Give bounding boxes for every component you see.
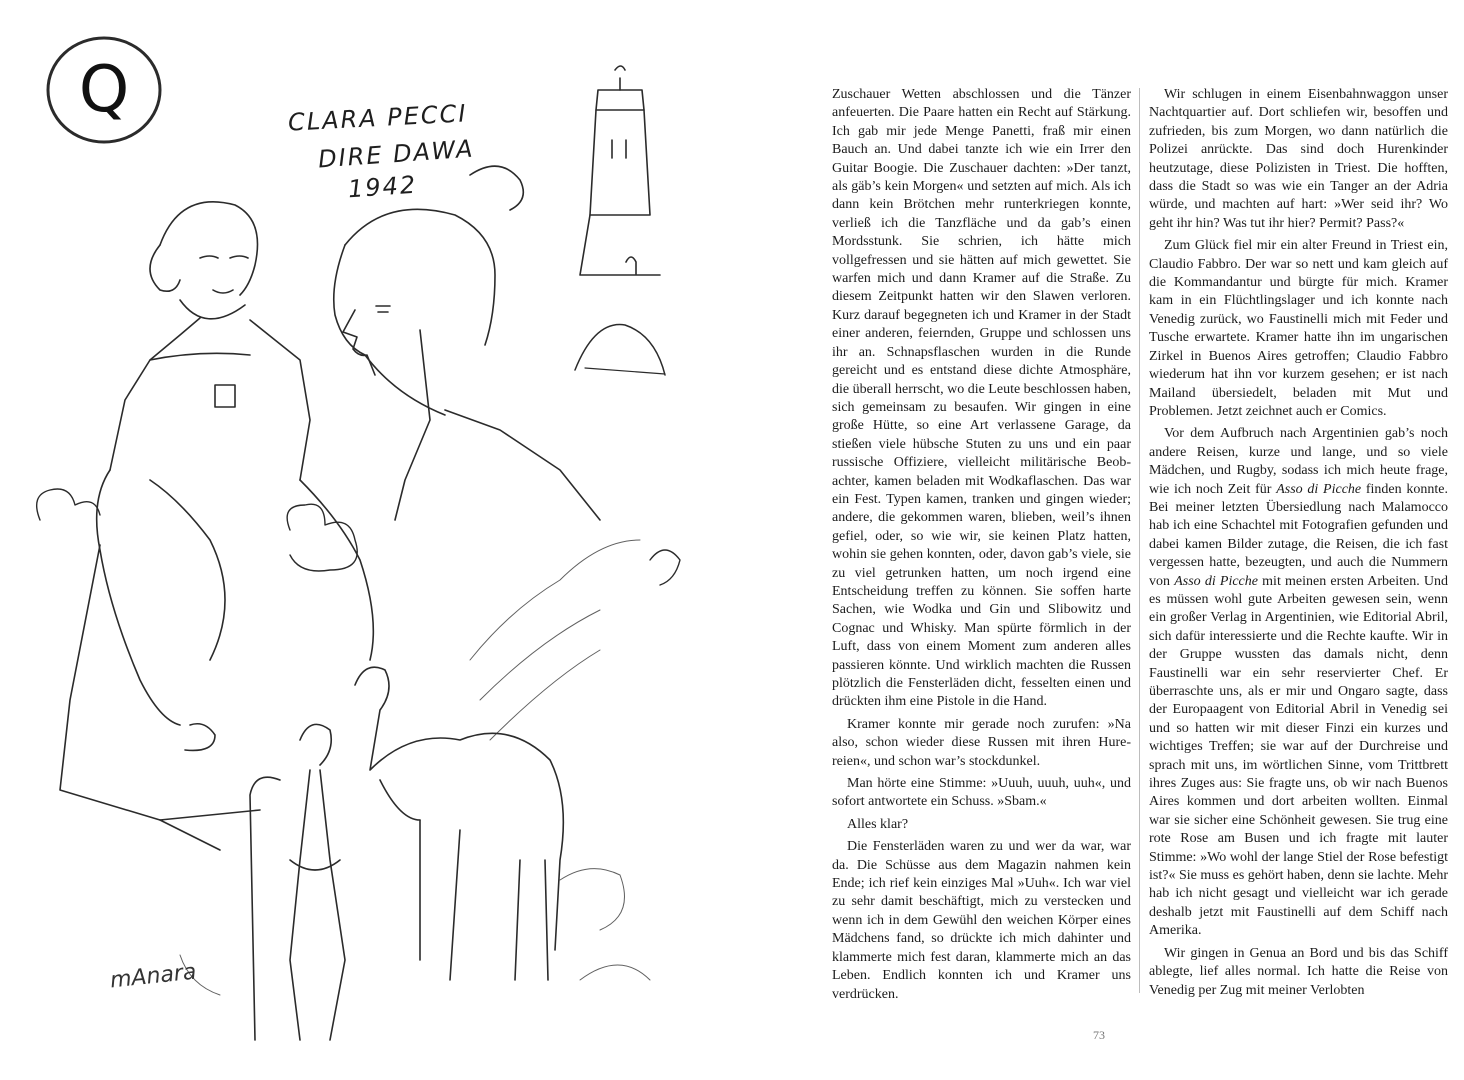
column-divider	[1139, 88, 1140, 993]
page-number: 73	[1093, 1028, 1105, 1042]
paragraph: Zuschauer Wetten abschlossen und die Tänzer anfeuerten. Die Paare hatten ein Recht auf Stärkung. Ich gab mir jede Menge Panetti, fraß mir einen Bauch an. Und dabei tanzte ich wie ein Irrer den Guitar Boogie. Die Zuschauer dachten: »Der tanzt, als gäb’s kein Morgen« und setzten auf mich. Als ich dann kein Brötchen mehr runterkriegen konnte, verließ ich die Tanzfläche und da gab’s einen Mordsstunk. Sie schrien, ich hätte mich vollgefressen und sie hätten auf mich gewettet. Sie warfen mich und dann Kramer auf die Straße. Zu diesem Zeitpunkt hatten wir den Slawen verloren. Kurz darauf begegneten ich und Kramer in der Stadt einer anderen, feiernden, Gruppe und schlossen uns ihr an. Schnapsflaschen wurden in die Runde gereicht und es entstand diese dichte Atmosphäre, die überall herrscht, wo die Leute beschlossen haben, sich gemeinsam zu besaufen. Wir gingen in eine große Hütte, so eine Art verlassene Garage, da stießen viele hübsche Stuten zu uns und ein paar russische Offiziere, vielleicht militärische Beobachter, kamen beladen mit Wodkaflaschen. Das war ein Fest. Typen kamen, tranken und gingen wieder; andere, die gekommen waren, blieben, weil’s ihnen gefiel, oder, so wie wir, sie keinen Platz hatten, wohin sie gehen konnten, oder, davon gab’s viele, sie zu viel getrunken hatten, um noch irgend eine Entscheidung treffen zu können. Sie soffen harte Sachen, wie Wodka und Gin und Slibowitz und Cognac und Whisky. Man spürte förmlich in der Luft, dass von einem Moment zum anderen alles passieren könnte. Und wirklich machten die Russen plötzlich die Fensterläden dicht, fesselten einen und drückten ihm eine Pistole in die Hand.	[832, 87, 1131, 710]
paragraph: Kramer konnte mir gerade noch zurufen: »Na also, schon wieder diese Russen mit ihren Hurereien«, und schon war’s stockdunkel.	[832, 716, 1131, 769]
seated-girl-sketch	[60, 202, 373, 850]
text-column-right	[1149, 86, 1448, 1004]
artist-signature: mAnara	[108, 959, 198, 994]
paragraph: Man hörte eine Stimme: »Uuuh, uuuh, uuh«, und sofort antwortete ein Schuss. »Sbam.«	[832, 776, 1131, 810]
paragraph: Wir schlugen in einem Eisenbahnwaggon unser Nachtquartier auf. Dort schliefen wir, besoffen und zufrieden, bis zum Morgen, wo dann natürlich die Polizei anrückte. Das sind doch Hurenkinder heutzutage, diese Polizisten in Triest. Die hofften, dass die Stadt so was wie ein Tanger an der Adria würde, und machten auf hart: »Wer seid ihr? Wo geht ihr hin? Was tut ihr hier? Permit? Pass?«	[1149, 87, 1448, 231]
text-column-left	[832, 86, 1131, 1008]
camel-and-herdsman-sketch	[250, 667, 563, 1040]
paragraph: Alles klar?	[847, 816, 909, 832]
sketch-caption-year: 1942	[347, 170, 418, 204]
text-run: finden konnte. Bei meiner letzten Übersiedlung nach Malamocco hab ich eine Schachtel mit Fotografien gefunden und dabei kamen Bilder zutage, die Reisen, die ich fast vergessen hatte, bezeugten, und auch die Nummern von	[1149, 481, 1449, 589]
text-run: Vor dem Aufbruch nach Argentinien gab’s noch andere Reisen, kurze und lange, und so viele Mädchen, und Rugby, sodass ich mich heute frage, wie ich noch Zeit für	[1149, 426, 1448, 497]
book-title: Asso di Picche	[1276, 481, 1362, 497]
text-run: mit meinen ersten Arbeiten. Und es müssen wohl gute Arbeiten gewesen sein, wenn ein großer Verlag in Argentinien, wie Editorial Abril, sich dafür interessierte und die Rechte kaufte. Wir in der Gruppe wussten das damals nicht, denn Faustinelli war ein sehr reservierter Chef. Er überraschte uns, als er mir und Ongaro sagte, dass der Europaagent von Editorial Abril in Venedig sei und so hatten wir mit dieser Finzi ein kurzes und wichtiges Treffen; sie war auf der Durchreise und sprach mit uns, im wörtlichen Sinne, vom Trittbrett ihres Zuges aus: Sie fragte uns, ob wir nach Buenos Aires kommen und dort arbeiten wollten. Einmal war sie sicher eine Schönheit gewesen. Sie trug eine rote Rose am Busen und ich fragte mit lauter Stimme: »Wo wohl der lange Stiel der Rose befestigt ist?« Sie muss es gehört haben, denn sie lachte. Mehr hab ich nicht gesagt und vielleicht war ich gerade deshalb jetzt mit Faustinelli auf dem Schiff nach Amerika.	[1149, 573, 1449, 939]
paragraph	[1149, 425, 1448, 940]
sketch-letter: Q	[78, 53, 130, 127]
sketch-caption-name: CLARA PECCI	[287, 99, 469, 137]
cactus-sketch	[37, 489, 680, 585]
book-title: Asso di Picche	[1174, 573, 1258, 589]
profile-girl-sketch	[334, 166, 600, 520]
paragraph: Zum Glück fiel mir ein alter Freund in Triest ein, Claudio Fabbro. Der war so nett und kam gleich auf die Kommandantur und bürgte für mich. Kramer kam in ein Flüchtlingslager und ich konnte nach Venedig zurück, wo Faustinelli mich mit Feder und Tusche erwartete. Kramer hatte ihn im ungarischen Zirkel in Buenos Aires getroffen; Claudio Fabbro wiederum hat ihn vor kurzem gesehen; er ist nach Mailand übersiedelt, beladen mit Mut und Problemen. Jetzt zeichnet auch er Comics.	[1149, 238, 1448, 419]
tower-sketch	[580, 66, 660, 275]
paragraph: Die Fensterläden waren zu und wer da war, war da. Die Schüsse aus dem Magazin nahmen kein Ende; ich rief kein einziges Mal »Uuh«. Ich war viel zu sehr damit beschäftigt, mich zu verstecken und wenn ich in dem Gewühl den weichen Körper eines Mädchens fand, so drückte ich mich dahinter und klammerte mich fest daran, klammerte mich an das Leben. Endlich konnten ich und Kramer uns verdrücken.	[832, 839, 1131, 1002]
sketch-caption-place: DIRE DAWA	[317, 134, 476, 174]
paragraph: Wir gingen in Genua an Bord und bis das Schiff ablegte, lief alles normal. Ich hatte die Reise von Venedig per Zug mit meiner Verlobten	[1149, 945, 1448, 998]
text-page	[732, 0, 1464, 1080]
